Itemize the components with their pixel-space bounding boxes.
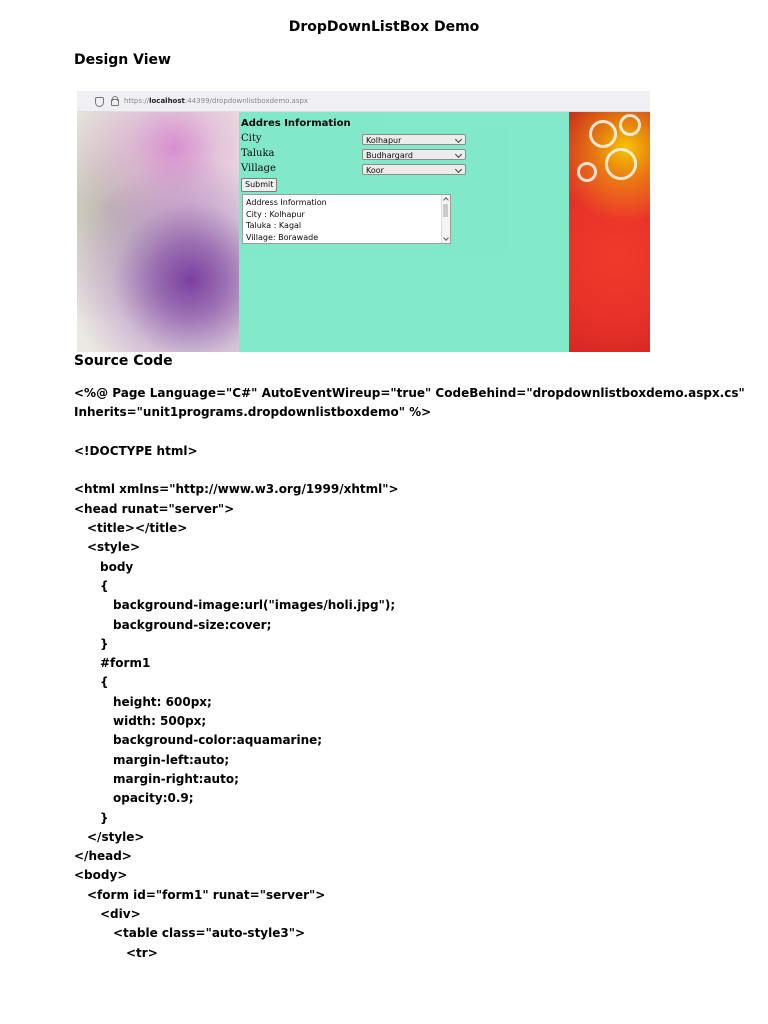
source-code-line: </style> xyxy=(87,829,145,844)
source-code-line: } xyxy=(100,636,109,651)
output-line: Village: Borawade xyxy=(246,232,319,242)
source-code-block xyxy=(74,384,745,963)
village-dropdown[interactable] xyxy=(362,164,466,175)
decorative-ring xyxy=(619,114,641,136)
lock-icon xyxy=(111,99,119,106)
taluka-dropdown[interactable] xyxy=(362,149,466,160)
source-code-heading: Source Code xyxy=(74,353,173,369)
document-title: DropDownListBox Demo xyxy=(288,19,480,35)
source-code-line: opacity:0.9; xyxy=(113,791,194,806)
address-output-box[interactable] xyxy=(242,194,451,244)
source-code-line: margin-left:auto; xyxy=(113,752,230,767)
browser-url xyxy=(124,91,308,111)
source-code-line: <div> xyxy=(100,907,141,922)
design-view-heading: Design View xyxy=(74,52,171,68)
source-code-line: body xyxy=(100,559,134,574)
url-host: localhost xyxy=(149,97,185,105)
url-prefix: https:// xyxy=(124,97,150,105)
source-code-line: } xyxy=(100,810,109,825)
source-code-line: <title></title> xyxy=(87,521,188,536)
browser-address-bar xyxy=(77,91,650,112)
city-label: City xyxy=(241,133,262,144)
scroll-down-icon xyxy=(443,235,449,241)
source-code-line xyxy=(74,423,714,442)
source-code-line: background-image:url("images/holi.jpg"); xyxy=(113,598,396,613)
url-path: :44399/dropdownlistboxdemo.aspx xyxy=(184,97,309,105)
village-selected-value: Koor xyxy=(366,166,384,175)
source-code-line: <%@ Page Language="C#" AutoEventWireup="true" CodeBehind="dropdownlistboxdemo.aspx.cs" xyxy=(74,386,745,400)
city-selected-value: Kolhapur xyxy=(366,136,402,145)
output-scrollbar[interactable] xyxy=(441,195,450,243)
scroll-thumb[interactable] xyxy=(443,204,448,217)
source-code-line: <tr> xyxy=(126,945,158,960)
decorative-ring xyxy=(589,120,617,148)
source-code-line: <style> xyxy=(87,540,141,555)
source-code-line: <!DOCTYPE html> xyxy=(74,443,198,458)
source-code-line: <html xmlns="http://www.w3.org/1999/xhtml"> xyxy=(74,482,399,497)
decorative-ring xyxy=(577,162,597,182)
source-code-line: <table class="auto-style3"> xyxy=(113,926,306,941)
holi-background-right xyxy=(569,112,650,352)
shield-icon xyxy=(95,97,104,107)
source-code-line: background-size:cover; xyxy=(113,617,272,632)
source-code-line: { xyxy=(100,578,109,593)
source-code-line: <form id="form1" runat="server"> xyxy=(87,887,326,902)
source-code-line: Inherits="unit1programs.dropdownlistboxdemo" %> xyxy=(74,405,432,420)
source-code-line: height: 600px; xyxy=(113,694,212,709)
city-dropdown[interactable] xyxy=(362,134,466,145)
chevron-down-icon xyxy=(455,151,462,158)
source-code-line: { xyxy=(100,675,109,690)
design-view-screenshot xyxy=(77,91,650,352)
taluka-selected-value: Budhargard xyxy=(366,151,413,160)
source-code-line: width: 500px; xyxy=(113,714,207,729)
chevron-down-icon xyxy=(455,136,462,143)
decorative-ring xyxy=(605,148,637,180)
village-label: Village xyxy=(241,163,276,174)
output-line: Address Information xyxy=(246,198,327,207)
output-line: City : Kolhapur xyxy=(246,209,305,219)
source-code-line: margin-right:auto; xyxy=(113,771,239,786)
form-title: Addres Information xyxy=(241,118,351,129)
chevron-down-icon xyxy=(455,166,462,173)
source-code-line: <body> xyxy=(74,868,128,883)
holi-background-left xyxy=(77,112,239,352)
taluka-label: Taluka xyxy=(241,148,275,159)
source-code-line: background-color:aquamarine; xyxy=(113,733,323,748)
source-code-line xyxy=(74,461,714,480)
source-code-line: <head runat="server"> xyxy=(74,501,235,516)
source-code-line: </head> xyxy=(74,849,132,864)
form-panel xyxy=(239,112,569,352)
submit-button[interactable]: Submit xyxy=(241,178,277,192)
source-code-line: #form1 xyxy=(100,656,151,671)
scroll-up-icon xyxy=(443,197,449,203)
output-line: Taluka : Kagal xyxy=(246,221,302,230)
